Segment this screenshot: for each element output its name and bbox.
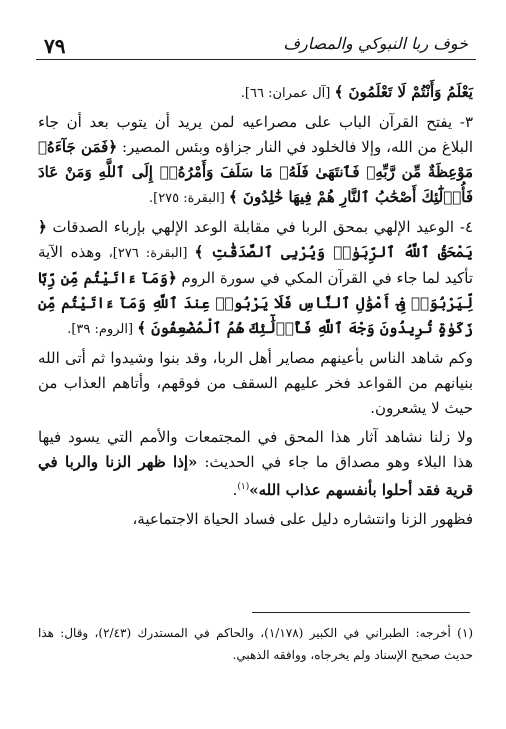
paragraph-text: ٤- الوعيد الإلهي بمحق الربا في مقابلة الوعد الإلهي بإرباء الصدقات [46,218,473,236]
paragraph [38,425,473,503]
quran-quote: ﴿فَمَن جَآءَهُۥ مَوْعِظَةٌ مِّن رَّبِّهِۦ فَٱنتَهَىٰ فَلَهُۥ مَا سَلَفَ وَأَمْرُهُۥٓ إِلَى ٱللَّهِ وَمَنْ عَادَ فَأُو۟لَٰٓئِكَ أَصْحَٰبُ ٱلنَّارِ هُمْ فِيهَا خَٰلِدُونَ ﴾ [38,138,473,206]
quran-quote: ﴿وَمَآ ءَاتَيْتُم مِّن رِّبًا لِّيَرْبُوَا۟ فِىٓ أَمْوَٰلِ ٱلنَّاسِ فَلَا يَرْبُوا۟ عِندَ ٱللَّهِ وَمَآ ءَاتَيْتُم مِّن زَكَوٰةٍ تُرِيدُونَ وَجْهَ ٱللَّهِ فَأُو۟لَٰٓئِكَ هُمُ ٱلْمُضْعِفُونَ ﴾ [38,269,473,337]
quran-quote: «إذا ظهر الزنا والربا في قرية فقد أحلوا بأنفسهم عذاب الله» [38,453,473,499]
paragraph-text: فظهور الزنا وانتشاره دليل على فساد الحياة الاجتماعية، [132,510,473,528]
verse-reference: [البقرة: ٢٧٥]. [148,191,229,206]
page-number: ٧٩ [44,34,66,58]
paragraph-text: ولا زلنا نشاهد آثار هذا المحق في المجتمعات والأمم التي يسود فيها هذا البلاء وهو مصداق ما جاء في الحديث: [38,428,473,471]
verse-reference: [البقرة: ٢٧٦]، [101,246,195,261]
paragraph [38,507,473,532]
footnote-separator [252,612,470,613]
paragraph-text: . [232,481,238,499]
paragraph-text: وكم شاهد الناس بأعينهم مصاير أهل الربا، وقد بنوا وشيدوا ثم أتى الله بنيانهم من القواعد فخر عليهم السقف من فوقهم، وأتاهم العذاب من حيث لا يشعرون. [38,349,473,417]
running-title: خوف ربا النبوكي والمصارف [283,34,468,53]
verse-reference: [آل عمران: ٦٦]. [240,86,335,101]
paragraph [38,215,473,342]
quran-quote: يَعْلَمُ وَأَنْتُمْ لَا تَعْلَمُونَ ﴾ [334,83,473,101]
paragraph-text: وهذه الآية تأكيد لما جاء في القرآن المكي في سورة الروم [38,243,473,287]
footnote: (١) أخرجه: الطبراني في الكبير (١/١٧٨)، والحاكم في المستدرك (٢/٤٣)، وقال: هذا حديث صحيح الإسناد ولم يخرجاه، ووافقه الذهبي. [38,626,473,662]
footnote-marker: (١) [237,482,250,492]
header-rule [36,59,476,60]
paragraph [38,110,473,211]
verse-reference: [الروم: ٣٩]. [67,322,138,337]
paragraph-text: ٣- يفتح القرآن الباب على مصراعيه لمن يريد أن يتوب بعد أن جاء البلاغ من الله، وإلا فالخلود في النار جزاؤه وبئس المصير: [38,113,473,156]
paragraph [38,346,473,421]
main-text [38,80,473,600]
page-header [36,28,476,60]
quran-quote: ﴿ يَمْحَقُ ٱللَّهُ ٱلرِّبَوٰا۟ وَيُرْبِى ٱلصَّدَقَٰتِ ﴾ [38,218,474,261]
paragraph [38,80,473,106]
